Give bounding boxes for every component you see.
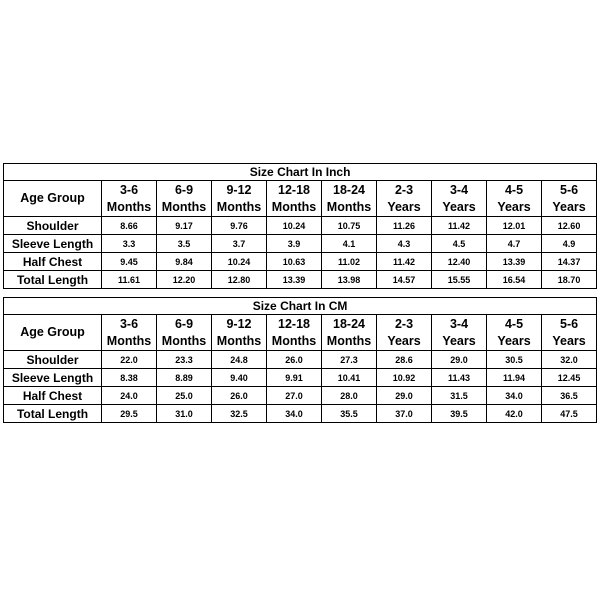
age-unit: Months — [326, 333, 372, 348]
table-cell: 26.0 — [267, 351, 322, 369]
cm-title: Size Chart In CM — [4, 298, 597, 315]
cm-column-header — [432, 315, 487, 351]
table-cell: 31.0 — [157, 405, 212, 423]
inch-column-header — [432, 181, 487, 217]
table-cell: 34.0 — [487, 387, 542, 405]
table-cell: 34.0 — [267, 405, 322, 423]
table-cell: 9.40 — [212, 369, 267, 387]
table-cell: 4.3 — [377, 235, 432, 253]
age-unit: Years — [442, 199, 476, 214]
age-range: 3-6 — [119, 182, 139, 197]
table-cell: 18.70 — [542, 271, 597, 289]
age-unit: Years — [497, 199, 531, 214]
cm-column-header — [212, 315, 267, 351]
table-cell: 11.02 — [322, 253, 377, 271]
table-cell: 8.38 — [102, 369, 157, 387]
age-unit: Years — [387, 199, 421, 214]
table-cell: 10.63 — [267, 253, 322, 271]
table-cell: 3.5 — [157, 235, 212, 253]
table-cell: 4.1 — [322, 235, 377, 253]
table-cell: 32.5 — [212, 405, 267, 423]
table-cell: 27.0 — [267, 387, 322, 405]
age-range: 9-12 — [226, 316, 252, 331]
inch-column-header — [102, 181, 157, 217]
age-unit: Years — [497, 333, 531, 348]
inch-column-header — [487, 181, 542, 217]
cm-column-header — [542, 315, 597, 351]
table-cell: 16.54 — [487, 271, 542, 289]
table-cell: 10.75 — [322, 217, 377, 235]
age-range: 3-4 — [449, 182, 469, 197]
age-unit: Years — [442, 333, 476, 348]
cm-column-header — [377, 315, 432, 351]
table-cell: 37.0 — [377, 405, 432, 423]
table-cell: 11.61 — [102, 271, 157, 289]
table-cell: 30.5 — [487, 351, 542, 369]
cm-row-label: Sleeve Length — [4, 369, 102, 387]
inch-age-group-label: Age Group — [4, 181, 102, 217]
table-cell: 9.17 — [157, 217, 212, 235]
age-unit: Months — [106, 333, 152, 348]
age-unit: Months — [216, 333, 262, 348]
cm-row-label: Total Length — [4, 405, 102, 423]
table-cell: 12.45 — [542, 369, 597, 387]
table-cell: 11.94 — [487, 369, 542, 387]
cm-column-header — [487, 315, 542, 351]
cm-row-label: Shoulder — [4, 351, 102, 369]
age-unit: Years — [387, 333, 421, 348]
table-cell: 11.42 — [432, 217, 487, 235]
table-cell: 12.01 — [487, 217, 542, 235]
inch-column-header — [542, 181, 597, 217]
age-unit: Months — [161, 199, 207, 214]
table-cell: 39.5 — [432, 405, 487, 423]
inch-row-label: Total Length — [4, 271, 102, 289]
size-chart-table — [3, 163, 597, 423]
age-range: 5-6 — [560, 182, 579, 197]
table-cell: 32.0 — [542, 351, 597, 369]
table-cell: 9.84 — [157, 253, 212, 271]
table-cell: 36.5 — [542, 387, 597, 405]
age-unit: Months — [106, 199, 152, 214]
cm-header-row — [4, 315, 597, 351]
table-cell: 13.39 — [267, 271, 322, 289]
spacer-cell — [4, 289, 597, 298]
inch-header-row — [4, 181, 597, 217]
table-cell: 13.39 — [487, 253, 542, 271]
table-row — [4, 253, 597, 271]
table-cell: 35.5 — [322, 405, 377, 423]
age-range: 6-9 — [174, 182, 194, 197]
table-cell: 10.24 — [212, 253, 267, 271]
table-cell: 12.40 — [432, 253, 487, 271]
table-cell: 29.0 — [377, 387, 432, 405]
age-range: 6-9 — [174, 316, 194, 331]
table-cell: 24.0 — [102, 387, 157, 405]
age-unit: Years — [552, 199, 586, 214]
age-unit: Months — [216, 199, 262, 214]
cm-column-header — [322, 315, 377, 351]
table-cell: 31.5 — [432, 387, 487, 405]
table-cell: 14.37 — [542, 253, 597, 271]
inch-column-header — [212, 181, 267, 217]
age-unit: Months — [271, 333, 317, 348]
table-cell: 4.5 — [432, 235, 487, 253]
table-cell: 9.91 — [267, 369, 322, 387]
table-cell: 42.0 — [487, 405, 542, 423]
table-cell: 11.42 — [377, 253, 432, 271]
table-cell: 3.7 — [212, 235, 267, 253]
table-row — [4, 369, 597, 387]
table-cell: 11.43 — [432, 369, 487, 387]
age-range: 4-5 — [504, 182, 524, 197]
table-cell: 9.76 — [212, 217, 267, 235]
table-cell: 28.6 — [377, 351, 432, 369]
cm-column-header — [157, 315, 212, 351]
inch-column-header — [377, 181, 432, 217]
inch-title-row — [4, 164, 597, 181]
table-cell: 4.7 — [487, 235, 542, 253]
table-cell: 28.0 — [322, 387, 377, 405]
table-cell: 11.26 — [377, 217, 432, 235]
table-cell: 13.98 — [322, 271, 377, 289]
age-range: 2-3 — [394, 182, 414, 197]
table-cell: 12.80 — [212, 271, 267, 289]
table-cell: 4.9 — [542, 235, 597, 253]
inch-column-header — [157, 181, 212, 217]
age-range: 2-3 — [394, 316, 414, 331]
inch-column-header — [267, 181, 322, 217]
table-row — [4, 235, 597, 253]
size-chart — [3, 163, 596, 437]
table-cell: 3.9 — [267, 235, 322, 253]
table-cell: 8.89 — [157, 369, 212, 387]
table-cell: 27.3 — [322, 351, 377, 369]
table-row — [4, 271, 597, 289]
table-row — [4, 217, 597, 235]
table-cell: 9.45 — [102, 253, 157, 271]
table-cell: 14.57 — [377, 271, 432, 289]
cm-column-header — [267, 315, 322, 351]
table-cell: 15.55 — [432, 271, 487, 289]
age-range: 18-24 — [333, 182, 365, 197]
table-cell: 22.0 — [102, 351, 157, 369]
cm-title-row — [4, 298, 597, 315]
age-unit: Years — [552, 333, 586, 348]
cm-column-header — [102, 315, 157, 351]
inch-title: Size Chart In Inch — [4, 164, 597, 181]
age-unit: Months — [326, 199, 372, 214]
table-spacer — [4, 289, 597, 298]
cm-age-group-label: Age Group — [4, 315, 102, 351]
age-range: 12-18 — [278, 316, 310, 331]
table-row — [4, 351, 597, 369]
table-cell: 26.0 — [212, 387, 267, 405]
table-cell: 3.3 — [102, 235, 157, 253]
table-cell: 10.41 — [322, 369, 377, 387]
table-cell: 29.5 — [102, 405, 157, 423]
table-cell: 12.20 — [157, 271, 212, 289]
table-row — [4, 405, 597, 423]
age-range: 4-5 — [504, 316, 524, 331]
table-cell: 12.60 — [542, 217, 597, 235]
inch-row-label: Half Chest — [4, 253, 102, 271]
table-row — [4, 387, 597, 405]
age-range: 18-24 — [333, 316, 365, 331]
cm-row-label: Half Chest — [4, 387, 102, 405]
table-cell: 10.24 — [267, 217, 322, 235]
age-range: 3-6 — [119, 316, 139, 331]
table-cell: 10.92 — [377, 369, 432, 387]
table-cell: 29.0 — [432, 351, 487, 369]
age-range: 5-6 — [560, 316, 579, 331]
inch-column-header — [322, 181, 377, 217]
age-unit: Months — [271, 199, 317, 214]
age-range: 9-12 — [226, 182, 252, 197]
inch-row-label: Shoulder — [4, 217, 102, 235]
table-cell: 25.0 — [157, 387, 212, 405]
table-cell: 23.3 — [157, 351, 212, 369]
age-range: 12-18 — [278, 182, 310, 197]
table-cell: 47.5 — [542, 405, 597, 423]
age-range: 3-4 — [449, 316, 469, 331]
age-unit: Months — [161, 333, 207, 348]
table-cell: 24.8 — [212, 351, 267, 369]
inch-row-label: Sleeve Length — [4, 235, 102, 253]
table-cell: 8.66 — [102, 217, 157, 235]
